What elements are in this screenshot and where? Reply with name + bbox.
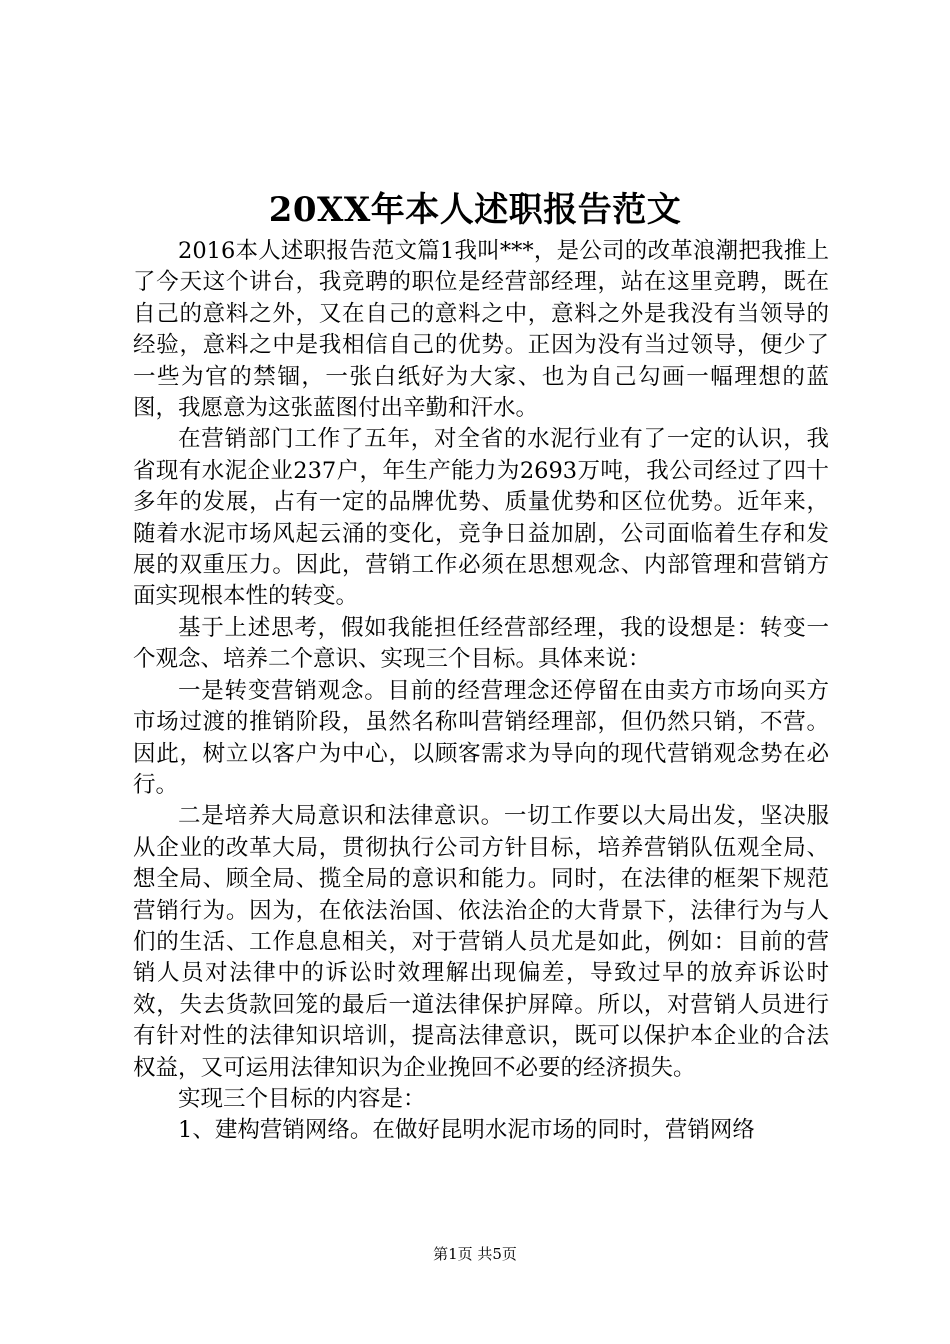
paragraph: 在营销部门工作了五年，对全省的水泥行业有了一定的认识，我省现有水泥企业237户，年生产能力为2693万吨，我公司经过了四十多年的发展，占有一定的品牌优势、质量优势和区位优势。近年来，随着水泥市场风起云涌的变化，竞争日益加剧，公司面临着生存和发展的双重压力。因此，营销工作必须在思想观念、内部管理和营销方面实现根本性的转变。 — [133, 426, 829, 610]
paragraph: 1、建构营销网络。在做好昆明水泥市场的同时，营销网络 — [178, 1117, 755, 1144]
paragraph: 基于上述思考，假如我能担任经营部经理，我的设想是：转变一个观念、培养二个意识、实现三个目标。具体来说： — [133, 614, 829, 673]
paragraph: 一是转变营销观念。目前的经营理念还停留在由卖方市场向买方市场过渡的推销阶段，虽然名称叫营销经理部，但仍然只销，不营。因此，树立以客户为中心，以顾客需求为导向的现代营销观念势在必行。 — [133, 677, 829, 798]
page-footer: 第1页 共5页 — [433, 1245, 517, 1263]
document-body — [133, 236, 829, 1147]
paragraph: 2016本人述职报告范文篇1我叫***，是公司的改革浪潮把我推上了今天这个讲台，我竞聘的职位是经营部经理，站在这里竞聘，既在自己的意料之外，又在自己的意料之中，意料之外是我没有当领导的经验，意料之中是我相信自己的优势。正因为没有当过领导，便少了一些为官的禁锢，一张白纸好为大家、也为自己勾画一幅理想的蓝图，我愿意为这张蓝图付出辛勤和汗水。 — [133, 238, 829, 422]
paragraph: 实现三个目标的内容是： — [178, 1085, 426, 1112]
paragraph: 二是培养大局意识和法律意识。一切工作要以大局出发，坚决服从企业的改革大局，贯彻执行公司方针目标，培养营销队伍观全局、想全局、顾全局、揽全局的意识和能力。同时，在法律的框架下规范营销行为。因为，在依法治国、依法治企的大背景下，法律行为与人们的生活、工作息息相关，对于营销人员尤是如此，例如：目前的营销人员对法律中的诉讼时效理解出现偏差，导致过早的放弃诉讼时效，失去货款回笼的最后一道法律保护屏障。所以，对营销人员进行有针对性的法律知识培训，提高法律意识，既可以保护本企业的合法权益，又可运用法律知识为企业挽回不必要的经济损失。 — [133, 803, 829, 1081]
document-title: 20XX年本人述职报告范文 — [268, 190, 682, 230]
